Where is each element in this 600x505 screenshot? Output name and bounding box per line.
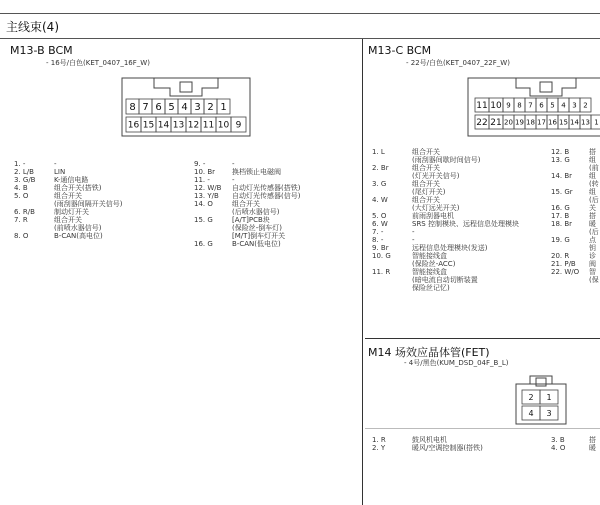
m14-connector-diagram [514, 372, 568, 430]
pin-entry [194, 176, 359, 184]
m13b-pin-15-label: 15 [142, 120, 155, 131]
pin-description [412, 180, 445, 196]
pin-number: 20. R [551, 252, 570, 260]
pin-number: 12. B [551, 148, 570, 156]
m13c-pin-list-right [551, 148, 600, 284]
pin-description-line: LIN [54, 168, 66, 176]
pin-description [412, 148, 480, 164]
pin-description [232, 176, 235, 184]
m13b-pin-11-label: 11 [202, 120, 215, 131]
pin-number: 8. - [372, 236, 384, 244]
pin-description [54, 168, 65, 176]
m13c-pin-11-label: 11 [476, 101, 488, 112]
pin-description-line: 暖 [589, 444, 596, 452]
pin-number: 2. Y [372, 444, 386, 452]
pin-description-line: 组合开关 [412, 164, 440, 172]
m13c-pin-1-label: 1 [594, 118, 599, 127]
pin-entry [372, 196, 552, 212]
pin-number: 13. Y/B [194, 192, 219, 200]
pin-entry [551, 172, 600, 188]
pin-description-line: - [412, 228, 415, 236]
pin-description-line: 智能接线盒 [412, 252, 447, 260]
pin-number: 21. P/B [551, 260, 576, 268]
pin-entry [551, 268, 600, 284]
pin-number: 6. R/B [14, 208, 35, 216]
pin-description [412, 252, 455, 268]
pin-entry [372, 148, 552, 164]
pin-description [589, 260, 596, 268]
pin-description-line: 搭 [589, 436, 596, 444]
pin-entry [372, 436, 552, 444]
m13c-pin-13-label: 13 [581, 118, 590, 127]
m13c-title: M13-C BCM [368, 44, 432, 57]
m14-subtitle: - 4号/黑色(KUM_DSD_04F_B_L) [404, 359, 509, 367]
pin-entry [194, 160, 359, 168]
pin-number: 7. - [372, 228, 384, 236]
m13b-pin-8-label: 8 [129, 102, 136, 114]
m13b-connector-svg [118, 74, 254, 140]
pin-description-line: (暗电流自动切断装置 [412, 276, 478, 284]
pin-description-line: (前 [589, 164, 599, 172]
pin-entry [551, 252, 600, 260]
pin-number: 1. - [14, 160, 26, 168]
pin-number: 8. O [14, 232, 29, 240]
m14-pin-3-label: 3 [546, 408, 552, 418]
m14-divider [365, 428, 600, 429]
pin-entry [14, 232, 189, 240]
pin-description [589, 244, 596, 252]
m13c-pin-3-label: 3 [572, 101, 577, 110]
pin-description-line: - [412, 236, 415, 244]
pin-description-line: 组合开关(搭铁) [54, 184, 102, 192]
column-divider [362, 39, 363, 505]
m13c-pin-2-label: 2 [583, 101, 588, 110]
m13c-pin-15-label: 15 [559, 118, 568, 127]
m13c-pin-6-label: 6 [539, 101, 544, 110]
pin-number: 14. O [194, 200, 213, 208]
pin-entry [372, 252, 552, 268]
pin-entry [372, 164, 552, 180]
m14-pin-list-left [372, 436, 552, 452]
pin-entry [194, 184, 359, 192]
pin-description-line: 智 [589, 268, 596, 276]
m14-pin-1-label: 1 [546, 392, 552, 402]
m13b-connector-diagram [118, 74, 254, 144]
pin-entry [194, 200, 359, 216]
pin-description [412, 236, 415, 244]
pin-entry [551, 220, 600, 236]
m13b-pin-7-label: 7 [142, 102, 149, 114]
pin-description-line: (前喷水器信号) [54, 224, 102, 232]
pin-entry [551, 204, 600, 212]
pin-description [412, 244, 487, 252]
m13c-pin-16-label: 16 [548, 118, 557, 127]
pin-description-line: 钥 [589, 244, 596, 252]
pin-number: 17. B [551, 212, 570, 220]
pin-description [54, 208, 89, 216]
pin-description-line: 暖风/空调控制器(搭铁) [412, 444, 483, 452]
pin-description-line: - [54, 160, 57, 168]
pin-number: 11. R [372, 268, 391, 276]
pin-description [412, 444, 483, 452]
m13c-subtitle: - 22号/白色(KET_0407_22F_W) [406, 59, 510, 67]
pin-description-line: (雨刮器间隔开关信号) [54, 200, 123, 208]
pin-description-line: 诊 [589, 252, 596, 260]
pin-description-line: (雨刮器间歇时间信号) [412, 156, 481, 164]
m13b-pin-9-label: 9 [235, 120, 242, 131]
pin-description-line: 关 [589, 204, 596, 212]
pin-description-line: (后喷水器信号) [232, 208, 280, 216]
page-title: 主线束(4) [6, 20, 59, 34]
pin-number: 10. Br [194, 168, 216, 176]
m13c-pin-10-label: 10 [490, 101, 502, 112]
pin-description [589, 156, 599, 172]
pin-entry [14, 160, 189, 168]
pin-description-line: 组合开关 [54, 192, 82, 200]
pin-description-line: 组合开关 [412, 196, 440, 204]
pin-number: 11. - [194, 176, 210, 184]
m14-connector-svg [514, 372, 568, 426]
pin-entry [551, 444, 600, 452]
pin-entry [372, 444, 552, 452]
pin-number: 18. Br [551, 220, 573, 228]
pin-description [589, 204, 596, 212]
pin-description [589, 220, 599, 236]
pin-description [412, 164, 459, 180]
pin-number: 19. G [551, 236, 570, 244]
pin-entry [551, 236, 600, 244]
pin-entry [551, 212, 600, 220]
pin-description [232, 184, 300, 192]
pin-description [54, 232, 103, 240]
m13b-pin-5-label: 5 [168, 102, 175, 114]
pin-number: 1. L [372, 148, 385, 156]
m14-pin-2-label: 2 [528, 392, 534, 402]
pin-description-line: (后 [589, 196, 599, 204]
pin-description-line: 组合开关 [54, 216, 82, 224]
m13b-pin-1-label: 1 [220, 102, 227, 114]
pin-number: 15. Gr [551, 188, 573, 196]
pin-description-line: - [232, 160, 235, 168]
pin-description-line: 点 [589, 236, 596, 244]
m13c-pin-17-label: 17 [537, 118, 546, 127]
m13c-pin-4-label: 4 [561, 101, 566, 110]
pin-number: 3. G/B [14, 176, 36, 184]
pin-description [589, 172, 599, 188]
pin-entry [551, 156, 600, 172]
m13b-pin-list-left [14, 160, 189, 240]
m13c-connector-diagram [464, 74, 600, 144]
pin-description [412, 268, 478, 292]
pin-description [232, 168, 281, 176]
pin-description [412, 436, 447, 444]
pin-number: 4. O [551, 444, 566, 452]
pin-description [232, 160, 235, 168]
pin-description [589, 188, 599, 204]
pin-entry [194, 240, 359, 248]
pin-description-line: 自动灯光传感器(搭铁) [232, 184, 301, 192]
pin-number: 5. O [14, 192, 29, 200]
m13b-subtitle: - 16号/白色(KET_0407_16F_W) [46, 59, 150, 67]
pin-number: 6. W [372, 220, 388, 228]
pin-description-line: [A/T]PCB块 [232, 216, 270, 224]
pin-number: 3. B [551, 436, 565, 444]
pin-description-line: (保险丝-ACC) [412, 260, 456, 268]
pin-description-line: 保险丝记忆) [412, 284, 450, 292]
m14-title: M14 场效应晶体管(FET) [368, 346, 490, 359]
pin-description-line: 智能接线盒 [412, 268, 447, 276]
pin-description-line: 制动灯开关 [54, 208, 89, 216]
pin-description-line: 鼓风机电机 [412, 436, 447, 444]
pin-description-line: 换档锁止电磁阀 [232, 168, 281, 176]
pin-description [589, 212, 596, 220]
pin-description-line: 远程信息处理模块(发送) [412, 244, 488, 252]
pin-entry [372, 220, 552, 228]
pin-number: 16. G [551, 204, 570, 212]
pin-description-line: 组 [589, 188, 596, 196]
pin-description [412, 228, 415, 236]
m14-pin-4-label: 4 [528, 408, 534, 418]
pin-entry [14, 176, 189, 184]
m13c-pin-22-label: 22 [476, 118, 488, 129]
pin-number: 16. G [194, 240, 213, 248]
pin-number: 2. Br [372, 164, 389, 172]
pin-description [589, 236, 596, 244]
pin-entry [551, 436, 600, 444]
pin-number: 12. W/B [194, 184, 222, 192]
pin-description [54, 176, 88, 184]
pin-description-line: 阀 [589, 260, 596, 268]
m13b-pin-6-label: 6 [155, 102, 162, 114]
pin-number: 5. O [372, 212, 387, 220]
m13c-pin-19-label: 19 [515, 118, 524, 127]
m13b-pin-2-label: 2 [207, 102, 214, 114]
pin-description-line: 组合开关 [412, 148, 440, 156]
header-rule [0, 38, 600, 39]
m13b-pin-12-label: 12 [187, 120, 200, 131]
pin-description [54, 192, 122, 208]
pin-description-line: [M/T]倒车灯开关 [232, 232, 286, 240]
pin-entry [372, 228, 552, 236]
m13b-pin-14-label: 14 [157, 120, 170, 131]
pin-description [589, 436, 596, 444]
pin-number: 14. Br [551, 172, 573, 180]
m13b-title: M13-B BCM [10, 44, 73, 57]
pin-description [54, 184, 101, 192]
m13c-pin-20-label: 20 [504, 118, 513, 127]
pin-entry [372, 244, 552, 252]
pin-description-line: 搭 [589, 148, 596, 156]
pin-description-line: 组 [589, 156, 596, 164]
pin-number: 10. G [372, 252, 391, 260]
m13c-pin-18-label: 18 [526, 118, 535, 127]
m13c-pin-5-label: 5 [550, 101, 555, 110]
pin-description-line: 自动灯光传感器(信号) [232, 192, 301, 200]
pin-description-line: 组合开关 [232, 200, 260, 208]
pin-number: 22. W/O [551, 268, 580, 276]
pin-entry [14, 208, 189, 216]
pin-description-line: (保 [589, 276, 599, 284]
pin-entry [194, 216, 359, 240]
pin-entry [551, 148, 600, 156]
pin-entry [372, 236, 552, 244]
pin-number: 3. G [372, 180, 387, 188]
pin-entry [372, 212, 552, 220]
pin-description-line: - [232, 176, 235, 184]
pin-entry [551, 260, 600, 268]
pin-entry [194, 192, 359, 200]
pin-description-line: B-CAN(高电位) [54, 232, 103, 240]
pin-number: 2. L/B [14, 168, 34, 176]
top-rule [0, 13, 600, 14]
pin-description [589, 268, 599, 284]
m13c-pin-21-label: 21 [490, 118, 502, 129]
m13c-pin-14-label: 14 [570, 118, 579, 127]
pin-entry [14, 216, 189, 232]
pin-description [412, 196, 459, 212]
pin-entry [372, 180, 552, 196]
pin-description-line: (后 [589, 228, 599, 236]
m13c-pin-8-label: 8 [517, 101, 522, 110]
pin-description-line: 暖 [589, 220, 596, 228]
pin-description-line: (转 [589, 180, 599, 188]
pin-number: 9. Br [372, 244, 389, 252]
pin-description [232, 200, 279, 216]
pin-description [54, 216, 101, 232]
m14-pin-list-right [551, 436, 600, 452]
pin-entry [551, 188, 600, 204]
pin-description-line: (灯光开关信号) [412, 172, 460, 180]
pin-description [589, 252, 596, 260]
pin-description-line: 组 [589, 172, 596, 180]
m13b-pin-13-label: 13 [172, 120, 185, 131]
pin-description [54, 160, 57, 168]
pin-description-line: (尾灯开关) [412, 188, 446, 196]
pin-number: 4. B [14, 184, 28, 192]
pin-entry [551, 244, 600, 252]
pin-description [232, 240, 281, 248]
pin-description-line: (大灯远光开关) [412, 204, 460, 212]
pin-description-line: 搭 [589, 212, 596, 220]
pin-description [412, 212, 454, 220]
m13c-connector-svg [464, 74, 600, 140]
pin-entry [194, 168, 359, 176]
pin-description [412, 220, 519, 228]
m13b-pin-10-label: 10 [217, 120, 230, 131]
pin-description-line: SRS 控制模块、远程信息处理模块 [412, 220, 519, 228]
pin-entry [14, 184, 189, 192]
m14-top-rule [365, 338, 600, 339]
pin-number: 4. W [372, 196, 388, 204]
pin-description [589, 148, 596, 156]
pin-number: 13. G [551, 156, 570, 164]
pin-number: 15. G [194, 216, 213, 224]
pin-description [232, 192, 300, 200]
pin-description-line: B-CAN(低电位) [232, 240, 281, 248]
pin-entry [14, 192, 189, 208]
pin-number: 7. R [14, 216, 28, 224]
m13b-pin-list-right [194, 160, 359, 248]
pin-description-line: 前雨刮器电机 [412, 212, 454, 220]
pin-description [589, 444, 596, 452]
pin-entry [372, 268, 552, 292]
m13b-pin-4-label: 4 [181, 102, 188, 114]
pin-number: 1. R [372, 436, 386, 444]
pin-description [232, 216, 285, 240]
pin-entry [14, 168, 189, 176]
m13c-pin-7-label: 7 [528, 101, 533, 110]
pin-description-line: (保险丝-倒车灯) [232, 224, 282, 232]
m13c-pin-list-left [372, 148, 552, 292]
pin-description-line: 组合开关 [412, 180, 440, 188]
pin-description-line: K-通信电路 [54, 176, 89, 184]
m13b-pin-3-label: 3 [194, 102, 201, 114]
pin-number: 9. - [194, 160, 206, 168]
m13b-pin-16-label: 16 [127, 120, 140, 131]
m13c-pin-9-label: 9 [506, 101, 511, 110]
